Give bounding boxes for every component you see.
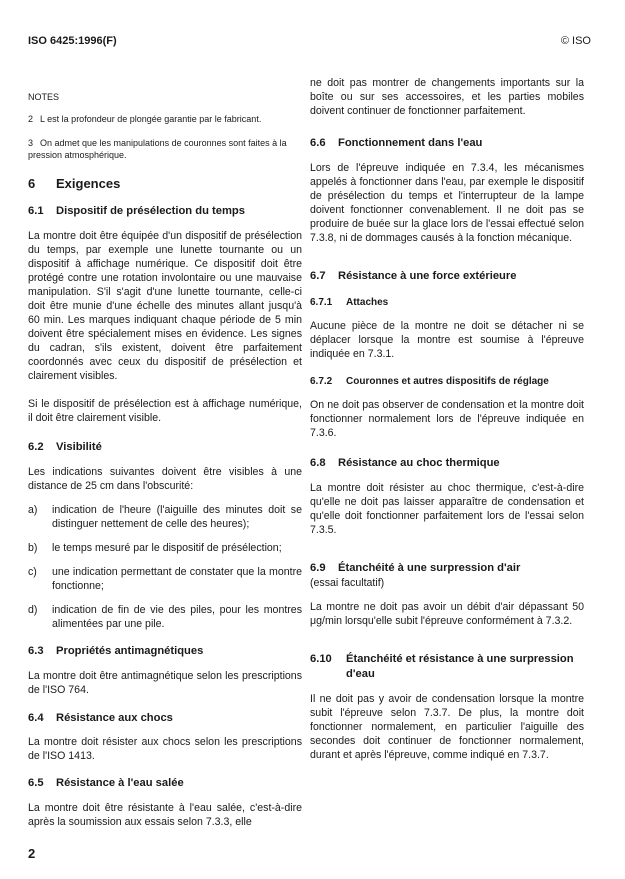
paragraph-6-5: La montre doit être résistante à l'eau salée, c'est-à-dire après la soumission aux essais selon 7.3.3, elle — [28, 802, 302, 828]
paragraph-6-9: La montre ne doit pas avoir un débit d'air dépassant 50 μg/min lorsqu'elle subit l'épreuve conformément à 7.3.2. — [310, 601, 584, 627]
list-label: c) — [28, 566, 37, 578]
note-3 — [28, 137, 302, 161]
paragraph-6-7-2: On ne doit pas observer de condensation et la montre doit fonctionner normalement lors de l'épreuve indiquée en 7.3.6. — [310, 399, 584, 439]
paragraph-6-3: La montre doit être antimagnétique selon les prescriptions de l'ISO 764. — [28, 670, 302, 696]
list-label: d) — [28, 604, 38, 616]
section-heading-6-7: 6.7 Résistance à une force extérieure — [310, 270, 517, 282]
list-item — [28, 503, 302, 531]
section-heading-6-8: 6.8 Résistance au choc thermique — [310, 457, 500, 469]
section-heading-6-9: 6.9 Étanchéité à une surpression d'air — [310, 562, 521, 574]
section-heading-6-5: 6.5 Résistance à l'eau salée — [28, 777, 184, 789]
list-item — [28, 565, 302, 593]
section-heading-6: 6 Exigences — [28, 176, 121, 191]
paragraph-6-2-intro: Les indications suivantes doivent être visibles à une distance de 25 cm dans l'obscurité: — [28, 466, 302, 492]
paragraph-6-7-1: Aucune pièce de la montre ne doit se détacher ni se déplacer lorsque la montre est soumise à l'épreuve indiquée en 7.3.1. — [310, 320, 584, 360]
section-heading-6-1: 6.1 Dispositif de présélection du temps — [28, 205, 245, 217]
left-column — [28, 88, 302, 829]
note-number: 3 — [28, 138, 34, 148]
list-label: a) — [28, 504, 38, 516]
right-column — [310, 76, 584, 762]
list-text: une indication permettant de constater que la montre fonctionne; — [52, 566, 302, 592]
section-heading-6-3: 6.3 Propriétés antimagnétiques — [28, 645, 204, 657]
section-heading-6-7-2: 6.7.2 Couronnes et autres dispositifs de réglage — [310, 376, 549, 387]
section-heading-6-10: 6.10 Étanchéité et résistance à une surpression d'eau — [310, 653, 574, 680]
list-text: indication de fin de vie des piles, pour les montres alimentées par une pile. — [52, 604, 302, 630]
list-item — [28, 603, 302, 631]
paragraph-6-1-a: La montre doit être équipée d'un dispositif de présélection du temps, par exemple une lunette tournante ou un dispositif à affichage numérique. Ce dispositif doit être protégé contre une rotation involontaire ou une mauvaise manipulation. S'il s'agit d'une lunette tournante, celle-ci doit être munie d'une échelle des minutes allant jusqu'à 60 min. Les marques indiquant chaque période de 5 min doivent être spécialement mises en évidence. Les signes du cadran, s'ils existent, doivent être parfaitement coordonnés avec ceux du dispositif de présélection et clairement visibles. — [28, 230, 302, 382]
paragraph-6-5-continued: ne doit pas montrer de changements importants sur la boîte ou sur ses accessoires, et les parties mobiles doivent continuer de fonctionner parfaitement. — [310, 77, 584, 117]
copyright: © ISO — [560, 35, 591, 47]
standard-id: ISO 6425:1996(F) — [28, 35, 117, 47]
notes-title: NOTES — [28, 92, 60, 102]
paragraph-6-6: Lors de l'épreuve indiquée en 7.3.4, les mécanismes appelés à fonctionner dans l'eau, par exemple le dispositif de présélection du temps et l'interrupteur de la lampe doivent fonctionner convenablement. Il ne doit pas se produire de buée sur la glace lors de l'essai effectué selon 7.3.8, ni de dommages causés à la fonction mécanique. — [310, 162, 584, 244]
note-text: L est la profondeur de plongée garantie par le fabricant. — [40, 114, 262, 124]
list-item — [28, 541, 302, 555]
note-2 — [28, 113, 302, 125]
section-heading-6-6: 6.6 Fonctionnement dans l'eau — [310, 137, 483, 149]
section-subtitle-6-9: (essai facultatif) — [310, 577, 385, 589]
paragraph-6-10: Il ne doit pas y avoir de condensation lorsque la montre subit l'épreuve selon 7.3.7. De plus, la montre doit fonctionner normalement, en particulier l'aiguille des secondes doit continuer de fonctionner normalement, durant et après l'épreuve, comme indiqué en 7.3.7. — [310, 693, 584, 761]
section-heading-6-4: 6.4 Résistance aux chocs — [28, 712, 173, 724]
paragraph-6-1-b: Si le dispositif de présélection est à affichage numérique, il doit être clairement visible. — [28, 398, 302, 424]
list-text: le temps mesuré par le dispositif de présélection; — [52, 542, 282, 554]
list-label: b) — [28, 542, 38, 554]
note-text: On admet que les manipulations de couronnes sont faites à la pression atmosphérique. — [28, 138, 287, 160]
paragraph-6-8: La montre doit résister au choc thermique, c'est-à-dire qu'elle ne doit pas laisser apparaître de condensation et qu'elle doit fonctionner parfaitement lors de l'essai selon 7.3.5. — [310, 482, 584, 536]
section-heading-6-2: 6.2 Visibilité — [28, 441, 102, 453]
paragraph-6-4: La montre doit résister aux chocs selon les prescriptions de l'ISO 1413. — [28, 736, 302, 762]
page-number: 2 — [28, 846, 36, 861]
section-heading-6-7-1: 6.7.1 Attaches — [310, 297, 389, 308]
list-text: indication de l'heure (l'aiguille des minutes doit se distinguer nettement de celle des heures); — [52, 504, 302, 530]
note-number: 2 — [28, 114, 34, 124]
